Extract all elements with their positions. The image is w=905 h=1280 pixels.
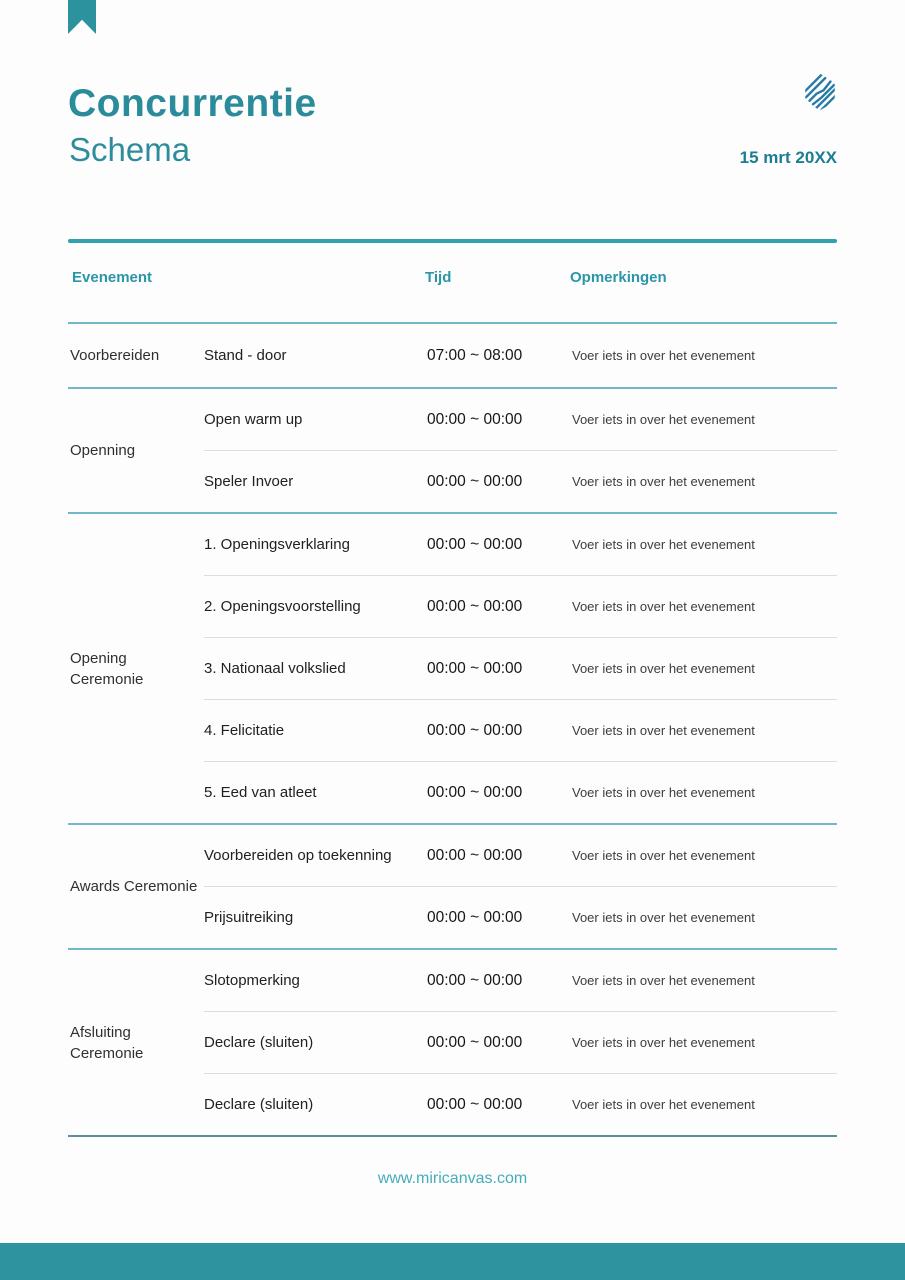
event-cell: 1. Openingsverklaring (204, 536, 350, 553)
event-cell: Prijsuitreiking (204, 909, 294, 926)
time-cell: 00:00 ~ 00:00 (427, 535, 523, 553)
time-cell: 07:00 ~ 08:00 (427, 346, 523, 364)
schedule-group-afsluiting-ceremonie (68, 950, 837, 1137)
note-cell: Voer iets in over het evenement (572, 412, 755, 427)
time-cell: 00:00 ~ 00:00 (427, 410, 523, 428)
time-cell: 00:00 ~ 00:00 (427, 659, 523, 677)
event-cell: Declare (sluiten) (204, 1034, 314, 1051)
note-cell: Voer iets in over het evenement (572, 910, 755, 925)
event-cell: Voorbereiden op toekenning (204, 847, 392, 864)
schedule-table (68, 239, 837, 1137)
event-cell: Slotopmerking (204, 972, 300, 989)
table-row (204, 389, 837, 450)
time-cell: 00:00 ~ 00:00 (427, 1033, 523, 1051)
time-cell: 00:00 ~ 00:00 (427, 597, 523, 615)
note-cell: Voer iets in over het evenement (572, 1035, 755, 1050)
event-cell: Declare (sluiten) (204, 1096, 314, 1113)
page-subtitle: Schema (69, 131, 191, 168)
group-name: Opening Ceremonie (70, 649, 144, 688)
table-row (204, 637, 837, 699)
note-cell: Voer iets in over het evenement (572, 973, 755, 988)
event-cell: 4. Felicitatie (204, 722, 285, 739)
note-cell: Voer iets in over het evenement (572, 848, 755, 863)
time-cell: 00:00 ~ 00:00 (427, 846, 523, 864)
event-cell: 3. Nationaal volkslied (204, 660, 346, 677)
time-cell: 00:00 ~ 00:00 (427, 908, 523, 926)
table-row (204, 1073, 837, 1135)
brand-logo-icon (799, 71, 841, 118)
table-row (204, 761, 837, 823)
note-cell: Voer iets in over het evenement (572, 723, 755, 738)
table-row (204, 450, 837, 512)
column-header-opmerkingen: Opmerkingen (570, 269, 667, 286)
note-cell: Voer iets in over het evenement (572, 661, 755, 676)
table-row (204, 514, 837, 575)
note-cell: Voer iets in over het evenement (572, 348, 755, 363)
event-cell: 2. Openingsvoorstelling (204, 598, 361, 615)
time-cell: 00:00 ~ 00:00 (427, 472, 523, 490)
time-cell: 00:00 ~ 00:00 (427, 783, 523, 801)
group-name: Awards Ceremonie (70, 878, 198, 895)
note-cell: Voer iets in over het evenement (572, 785, 755, 800)
schedule-group-opening-ceremonie (68, 514, 837, 825)
schedule-group-voorbereiden (68, 324, 837, 389)
group-name: Voorbereiden (70, 347, 160, 364)
table-row (204, 575, 837, 637)
group-name: Afsluiting Ceremonie (70, 1023, 144, 1062)
event-cell: Speler Invoer (204, 473, 294, 490)
event-cell: Open warm up (204, 411, 303, 428)
table-row (204, 825, 837, 886)
note-cell: Voer iets in over het evenement (572, 474, 755, 489)
table-header-row (68, 243, 837, 324)
note-cell: Voer iets in over het evenement (572, 537, 755, 552)
bottom-accent-bar (0, 1243, 905, 1280)
event-cell: 5. Eed van atleet (204, 784, 317, 801)
column-header-tijd: Tijd (425, 269, 452, 286)
table-row (204, 324, 837, 387)
table-row (204, 886, 837, 948)
schedule-group-awards-ceremonie (68, 825, 837, 950)
schedule-group-openning (68, 389, 837, 514)
bookmark-ribbon-icon (68, 0, 96, 34)
group-name: Openning (70, 442, 136, 459)
time-cell: 00:00 ~ 00:00 (427, 971, 523, 989)
date-label: 15 mrt 20XX (739, 148, 837, 167)
note-cell: Voer iets in over het evenement (572, 1097, 755, 1112)
page-title: Concurrentie (68, 82, 317, 125)
column-header-evenement: Evenement (72, 269, 153, 286)
table-row (204, 1011, 837, 1073)
footer-url: www.miricanvas.com (377, 1170, 528, 1187)
note-cell: Voer iets in over het evenement (572, 599, 755, 614)
table-row (204, 950, 837, 1011)
event-cell: Stand - door (204, 347, 287, 364)
time-cell: 00:00 ~ 00:00 (427, 721, 523, 739)
table-row (204, 699, 837, 761)
time-cell: 00:00 ~ 00:00 (427, 1095, 523, 1113)
